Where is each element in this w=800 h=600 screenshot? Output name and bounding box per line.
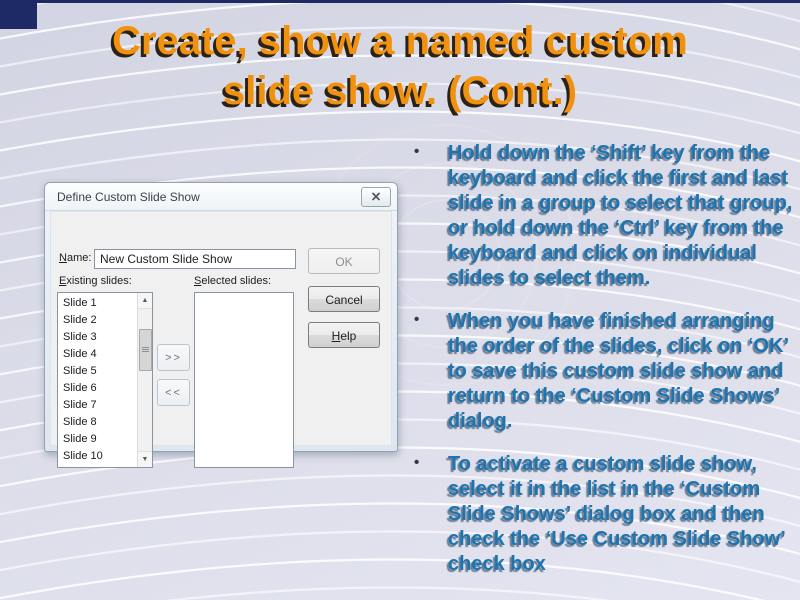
thumb-grip-icon [142, 347, 149, 353]
name-label: Name: [59, 252, 92, 264]
top-accent-line [0, 0, 800, 3]
existing-slides-label: Existing slides: [59, 275, 132, 287]
dialog-titlebar[interactable] [45, 183, 397, 211]
close-icon [371, 192, 381, 201]
selected-slides-listbox[interactable] [194, 292, 294, 468]
name-input[interactable] [94, 249, 296, 269]
cancel-button[interactable]: Cancel [308, 286, 380, 312]
move-right-button[interactable]: >> [157, 344, 190, 371]
move-left-button[interactable]: << [157, 379, 190, 406]
bullet-item [412, 452, 794, 577]
list-item[interactable]: Slide 6 [63, 382, 97, 394]
existing-slides-listbox[interactable] [57, 292, 153, 468]
bullet-list [412, 141, 794, 595]
slide-title-line1: Create, show a named custom [112, 19, 688, 63]
bullet-dot-icon: • [414, 454, 420, 471]
list-item[interactable]: Slide 10 [63, 450, 103, 462]
bullet-dot-icon: • [414, 143, 420, 160]
close-button[interactable] [361, 187, 391, 207]
bullet-dot-icon: • [414, 311, 420, 328]
bullet-item [412, 309, 794, 434]
scroll-up-icon[interactable]: ▲ [138, 293, 152, 309]
list-item[interactable]: Slide 7 [63, 399, 97, 411]
dialog-title: Define Custom Slide Show [57, 189, 200, 204]
bullet-text: Hold down the ‘Shift’ key from the keyboard and click the first and last slide in a group to select that group, or hold down the ‘Ctrl’ key from the keyboard and click on individual slides to select them. [448, 142, 793, 289]
bullet-text: To activate a custom slide show, select it in the list in the ‘Custom Slide Shows’ dialog box and then check the ‘Use Custom Slide Show’ check box [448, 453, 785, 575]
dialog-content [50, 211, 392, 463]
selected-slides-label: Selected slides: [194, 275, 272, 287]
slide-title-line2: slide show. (Cont.) [222, 69, 578, 113]
list-item[interactable]: Slide 4 [63, 348, 97, 360]
list-item[interactable]: Slide 1 [63, 297, 97, 309]
define-custom-slide-show-dialog [44, 182, 398, 463]
list-item[interactable]: Slide 2 [63, 314, 97, 326]
slide-title [0, 16, 800, 116]
list-item[interactable]: Slide 8 [63, 416, 97, 428]
help-button[interactable]: Help [308, 322, 380, 348]
ok-button[interactable]: OK [308, 248, 380, 274]
scroll-down-icon[interactable]: ▼ [138, 451, 152, 467]
list-item[interactable]: Slide 3 [63, 331, 97, 343]
listbox-scrollbar[interactable] [137, 293, 152, 467]
list-item[interactable]: Slide 5 [63, 365, 97, 377]
scrollbar-thumb[interactable] [139, 329, 152, 371]
bullet-item [412, 141, 794, 291]
bullet-text: When you have finished arranging the order of the slides, click on ‘OK’ to save this custom slide show and return to the ‘Custom Slide Shows’ dialog. [448, 310, 789, 432]
list-item[interactable]: Slide 9 [63, 433, 97, 445]
